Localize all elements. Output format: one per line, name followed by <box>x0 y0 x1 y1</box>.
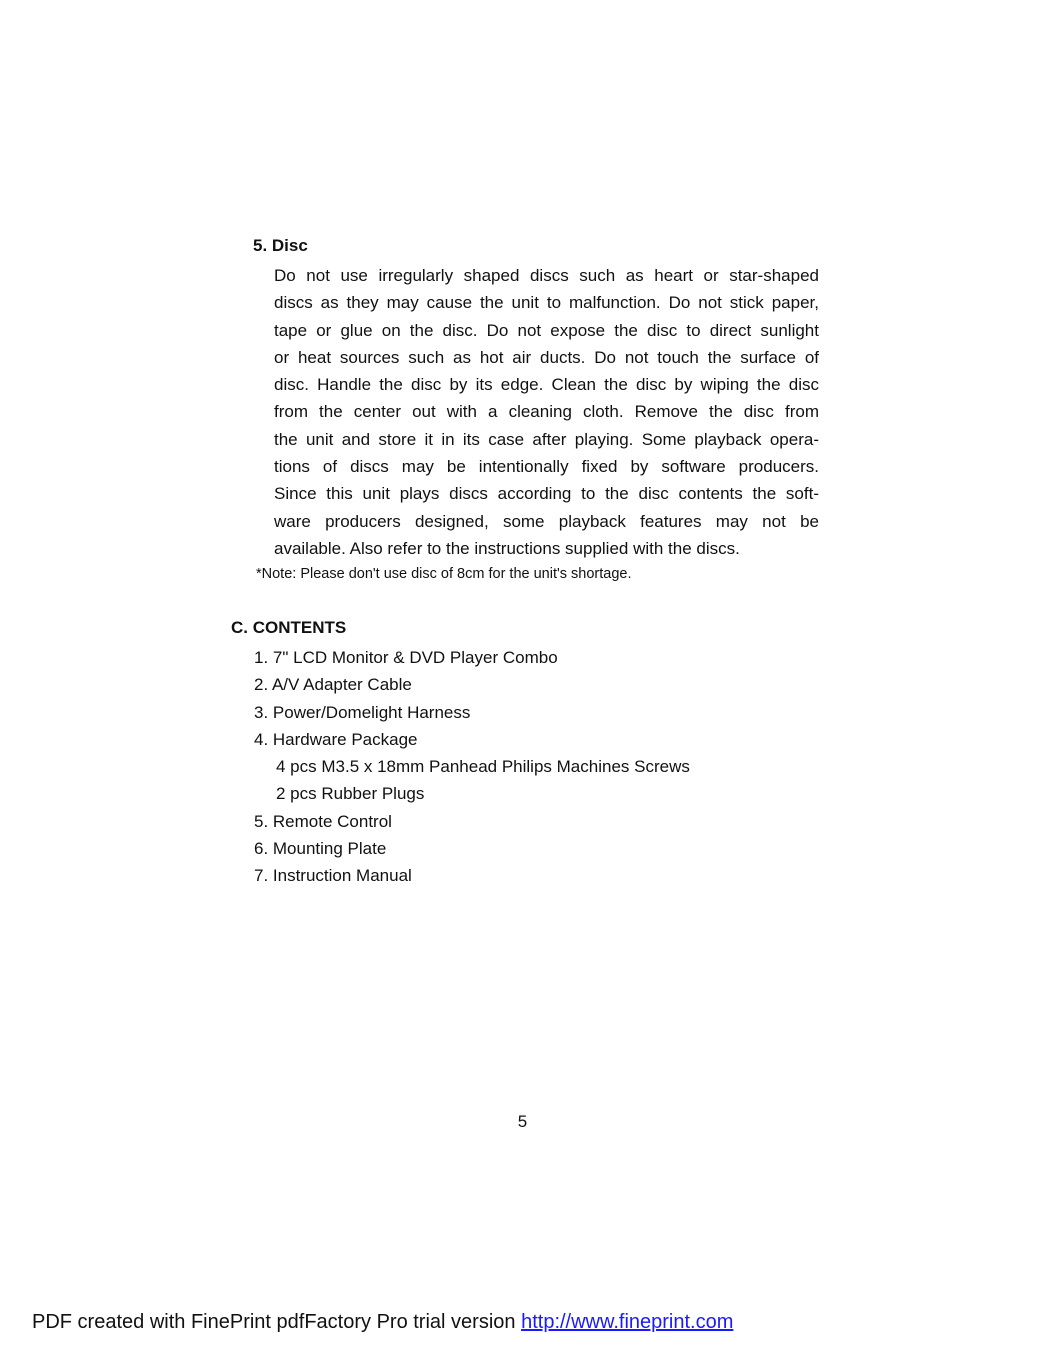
disc-body-line: the unit and store it in its case after playing. Some playback opera- <box>274 429 819 449</box>
contents-list <box>254 644 690 890</box>
disc-body-line: tape or glue on the disc. Do not expose the disc to direct sunlight <box>274 320 819 340</box>
pdf-footer <box>32 1311 733 1334</box>
disc-body-line: Do not use irregularly shaped discs such as heart or star-shaped <box>274 266 819 285</box>
disc-note: *Note: Please don't use disc of 8cm for the unit's shortage. <box>256 566 632 582</box>
disc-section-body <box>274 262 819 562</box>
disc-body-line: available. Also refer to the instructions supplied with the discs. <box>274 538 740 558</box>
disc-body-line: Since this unit plays discs according to the disc contents the soft- <box>274 484 819 504</box>
contents-item: 4. Hardware Package <box>254 729 418 749</box>
contents-item: 7. Instruction Manual <box>254 866 412 886</box>
contents-item: 3. Power/Domelight Harness <box>254 702 471 722</box>
disc-body-line: from the center out with a cleaning cloth. Remove the disc from <box>274 402 819 422</box>
disc-body-line: ware producers designed, some playback features may not be <box>274 511 819 531</box>
disc-section-heading: 5. Disc <box>253 236 308 255</box>
contents-subitem: 2 pcs Rubber Plugs <box>276 784 425 804</box>
contents-item: 2. A/V Adapter Cable <box>254 675 412 695</box>
contents-subitem: 4 pcs M3.5 x 18mm Panhead Philips Machines Screws <box>276 757 690 777</box>
footer-link[interactable]: http://www.fineprint.com <box>521 1311 734 1333</box>
contents-item: 1. 7" LCD Monitor & DVD Player Combo <box>254 648 558 667</box>
contents-item: 5. Remote Control <box>254 811 392 831</box>
page-number: 5 <box>517 1112 528 1131</box>
contents-section-heading: C. CONTENTS <box>231 618 347 637</box>
disc-body-line: or heat sources such as hot air ducts. Do not touch the surface of <box>274 347 819 367</box>
footer-text: PDF created with FinePrint pdfFactory Pro trial version <box>32 1311 516 1333</box>
disc-body-line: disc. Handle the disc by its edge. Clean the disc by wiping the disc <box>274 375 819 395</box>
disc-body-line: tions of discs may be intentionally fixed by software producers. <box>274 457 819 477</box>
contents-item: 6. Mounting Plate <box>254 839 387 859</box>
disc-body-line: discs as they may cause the unit to malfunction. Do not stick paper, <box>274 293 819 313</box>
